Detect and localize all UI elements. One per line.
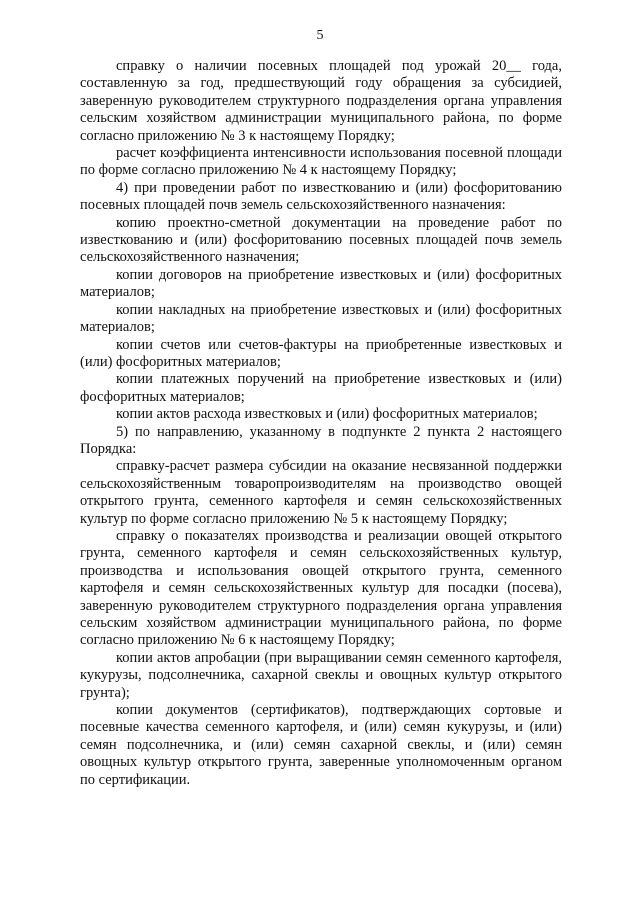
paragraph-5: копии договоров на приобретение известковых и (или) фосфоритных материалов;	[80, 266, 562, 301]
paragraph-13: копии актов апробации (при выращивании семян семенного картофеля, кукурузы, подсолнечника, сахарной свеклы и овощных культур открытого грунта);	[80, 649, 562, 701]
paragraph-8: копии платежных поручений на приобретение известковых и (или) фосфоритных материалов;	[80, 371, 562, 405]
paragraph-9: копии актов расхода известковых и (или) фосфоритных материалов;	[116, 406, 538, 423]
document-body	[80, 58, 562, 789]
paragraph-10: 5) по направлению, указанному в подпункте 2 пункта 2 настоящего Порядка:	[80, 423, 562, 457]
paragraph-4: копию проектно-сметной документации на проведение работ по известкованию и (или) фосфоритованию посевных площадей почв земель сельскохозяйственного назначения;	[80, 214, 562, 266]
page-number: 5	[316, 28, 324, 43]
paragraph-11: справку-расчет размера субсидии на оказание несвязанной поддержки сельскохозяйственным товаропроизводителям на производство овощей открытого грунта, семенного картофеля и семян сельскохозяйственных культур по форме согласно приложению № 5 к настоящему Порядку;	[80, 458, 562, 527]
paragraph-12: справку о показателях производства и реализации овощей открытого грунта, семенного картофеля и семян сельскохозяйственных культур, производства и использования овощей открытого грунта, семенного картофеля и семян сельскохозяйственных культур для посадки (посева), заверенную руководителем структурного подразделения органа управления сельским хозяйством администрации муниципального района, по форме согласно приложению № 6 к настоящему Порядку;	[80, 527, 562, 649]
paragraph-2: расчет коэффициента интенсивности использования посевной площади по форме согласно приложению № 4 к настоящему Порядку;	[80, 145, 562, 179]
paragraph-14: копии документов (сертификатов), подтверждающих сортовые и посевные качества семенного картофеля, и (или) семян кукурузы, и (или) семян подсолнечника, и (или) семян сахарной свеклы, и (или) семян овощных культур открытого грунта, заверенные уполномоченным органом по сертификации.	[80, 702, 562, 788]
paragraph-6: копии накладных на приобретение известковых и (или) фосфоритных материалов;	[80, 301, 562, 336]
paragraph-1: справку о наличии посевных площадей под урожай 20__ года, составленную за год, предшествующий году обращения за субсидией, заверенную руководителем структурного подразделения органа управления сельским хозяйством администрации муниципального района, по форме согласно приложению № 3 к настоящему Порядку;	[80, 58, 562, 144]
paragraph-3: 4) при проведении работ по известкованию и (или) фосфоритованию посевных площадей почв земель сельскохозяйственного назначения:	[80, 179, 562, 214]
paragraph-7: копии счетов или счетов-фактуры на приобретенные известковых и (или) фосфоритных материалов;	[80, 336, 562, 370]
